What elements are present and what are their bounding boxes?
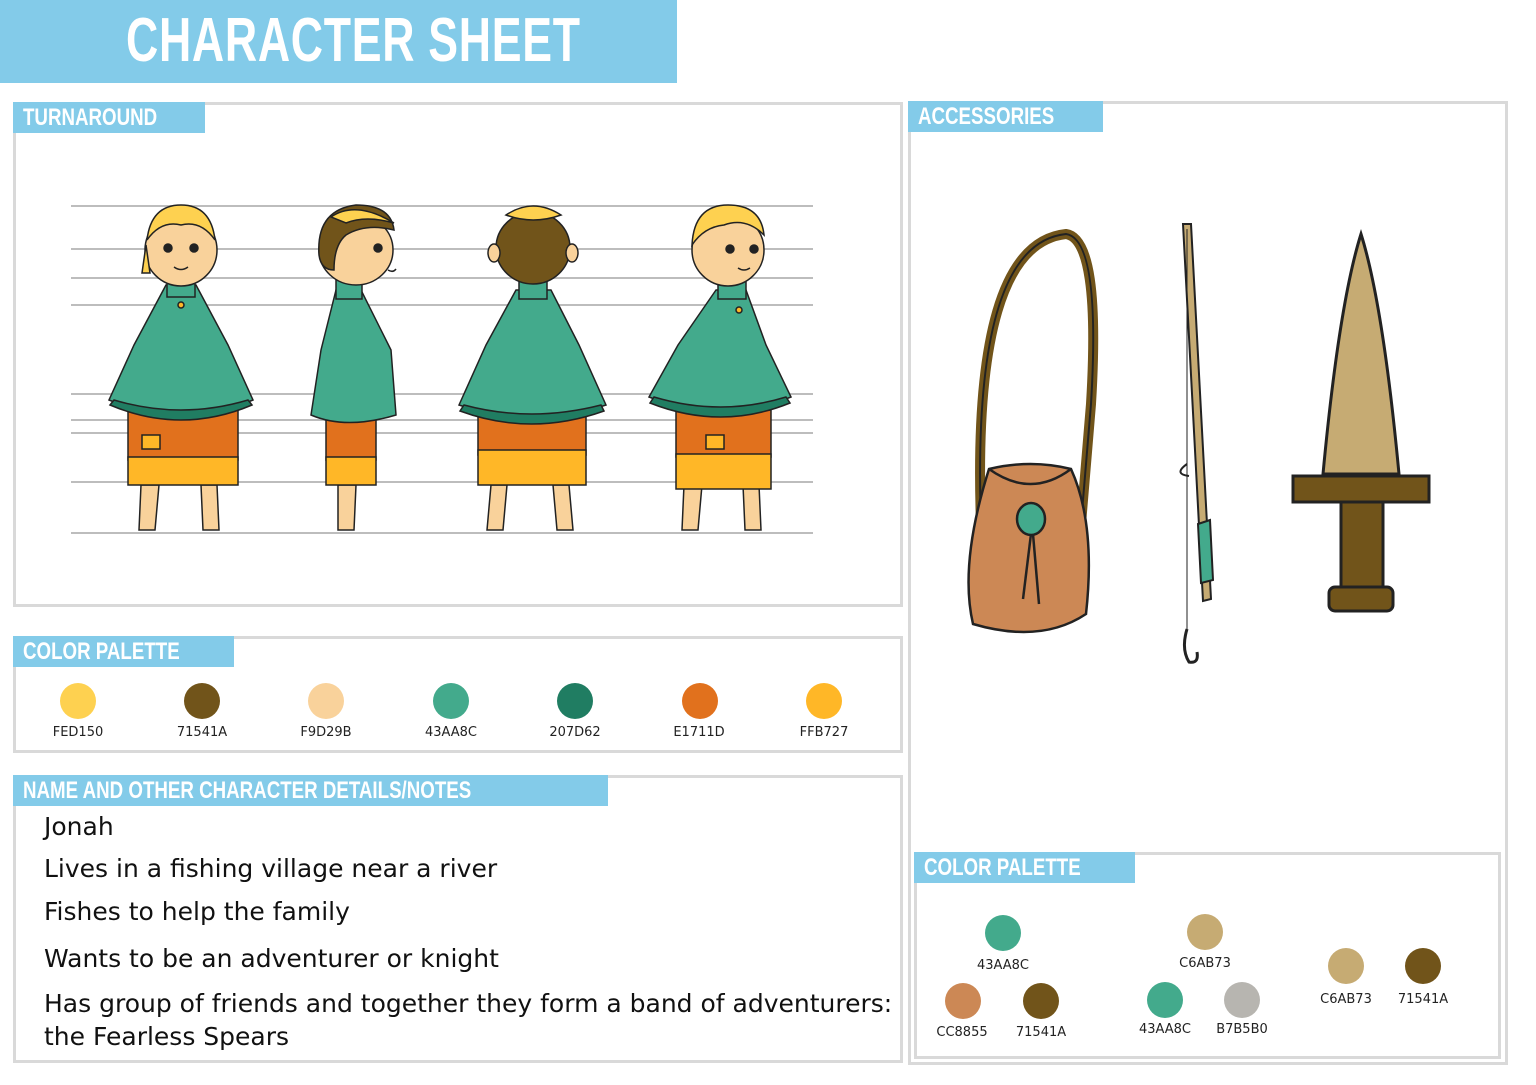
turnaround-panel bbox=[13, 102, 903, 607]
note-line: Has group of friends and together they form a band of adventurers: bbox=[44, 989, 893, 1018]
turnaround-label: TURNAROUND bbox=[13, 102, 205, 133]
swatch-code: 71541A bbox=[1015, 1025, 1067, 1040]
swatch-dot bbox=[1328, 948, 1364, 984]
swatch-code: B7B5B0 bbox=[1216, 1022, 1268, 1037]
turnaround-illustration bbox=[16, 105, 900, 604]
swatch-dot bbox=[806, 683, 842, 719]
swatch-code: FED150 bbox=[52, 725, 104, 740]
accessories-label: ACCESSORIES bbox=[908, 101, 1103, 132]
note-line: Fishes to help the family bbox=[44, 897, 350, 926]
swatch-code: 43AA8C bbox=[1138, 1022, 1192, 1037]
swatch-dot bbox=[1405, 948, 1441, 984]
notes-label: NAME AND OTHER CHARACTER DETAILS/NOTES bbox=[13, 775, 608, 806]
swatch-dot bbox=[1023, 983, 1059, 1019]
color-palette-panel bbox=[13, 636, 903, 753]
accessories-palette-label: COLOR PALETTE bbox=[914, 852, 1135, 883]
swatch-dot bbox=[184, 683, 220, 719]
swatch-code: 71541A bbox=[1397, 992, 1449, 1007]
pouch-icon bbox=[969, 234, 1094, 632]
swatch-dot bbox=[60, 683, 96, 719]
swatch-code: FFB727 bbox=[799, 725, 849, 740]
note-line: Lives in a fishing village near a river bbox=[44, 854, 498, 883]
page-title: CHARACTER SHEET bbox=[126, 6, 581, 75]
color-palette-label: COLOR PALETTE bbox=[13, 636, 234, 667]
character-back-view bbox=[459, 206, 606, 530]
note-line: Wants to be an adventurer or knight bbox=[44, 944, 499, 973]
swatch-dot bbox=[1147, 982, 1183, 1018]
swatch-code: 207D62 bbox=[549, 725, 601, 740]
swatch-dot bbox=[557, 683, 593, 719]
swatch-dot bbox=[682, 683, 718, 719]
character-name: Jonah bbox=[44, 812, 114, 841]
swatch-code: 43AA8C bbox=[424, 725, 478, 740]
swatch-dot bbox=[985, 915, 1021, 951]
swatch-code: 43AA8C bbox=[976, 958, 1030, 973]
swatch-code: C6AB73 bbox=[1320, 992, 1372, 1007]
character-front-view bbox=[109, 205, 253, 530]
swatch-dot bbox=[308, 683, 344, 719]
swatch-dot bbox=[1187, 914, 1223, 950]
swatch-dot bbox=[945, 983, 981, 1019]
accessories-palette-panel bbox=[914, 852, 1501, 1059]
swatch-code: 71541A bbox=[176, 725, 228, 740]
title-banner bbox=[0, 0, 677, 83]
swatch-code: C6AB73 bbox=[1179, 956, 1231, 971]
wooden-sword-icon bbox=[1293, 234, 1429, 611]
swatch-code: CC8855 bbox=[936, 1025, 988, 1040]
swatch-dot bbox=[433, 683, 469, 719]
swatch-code: F9D29B bbox=[300, 725, 352, 740]
fishing-rod-icon bbox=[1180, 224, 1213, 662]
swatch-dot bbox=[1224, 982, 1260, 1018]
swatch-code: E1711D bbox=[673, 725, 725, 740]
note-line: the Fearless Spears bbox=[44, 1022, 290, 1051]
